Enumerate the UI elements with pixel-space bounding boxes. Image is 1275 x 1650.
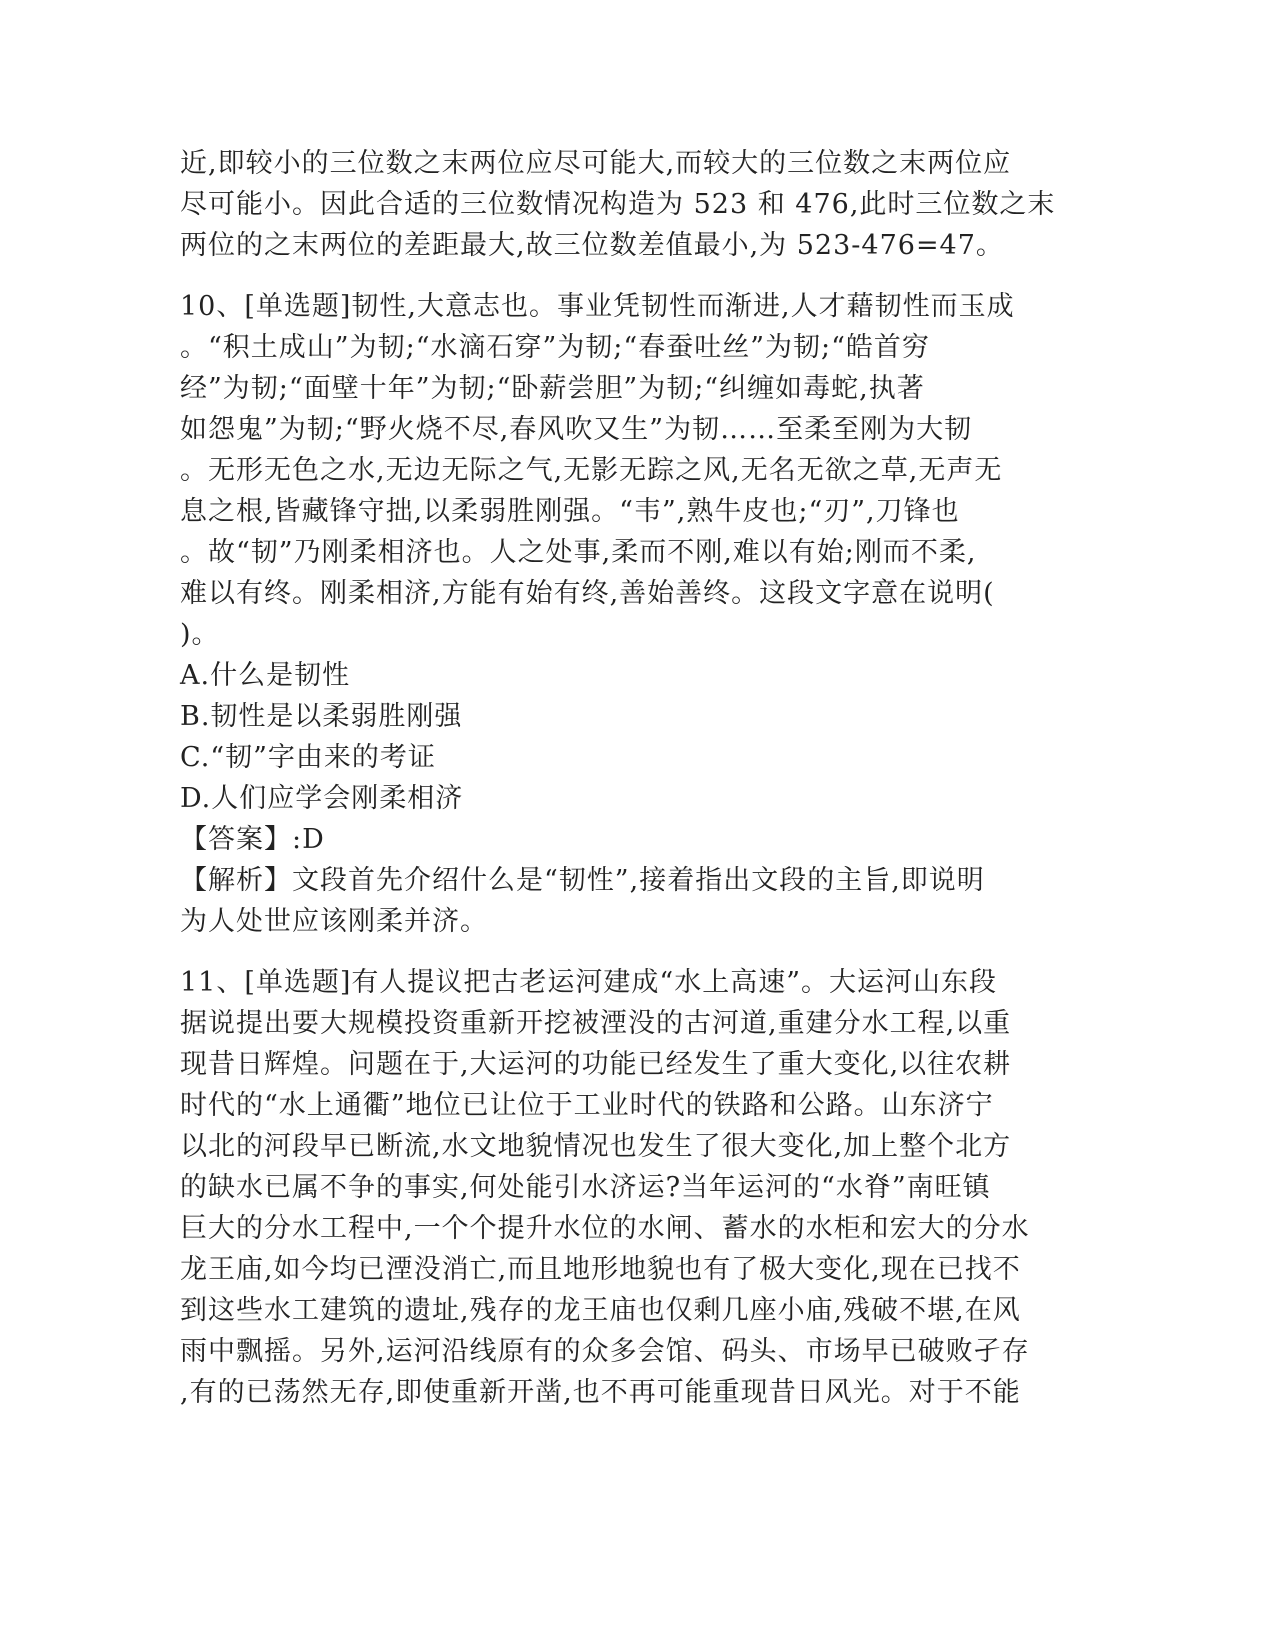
- text-line: 以北的河段早已断流,水文地貌情况也发生了很大变化,加上整个北方: [180, 1131, 1012, 1162]
- text-line: 如怨鬼”为韧;“野火烧不尽,春风吹又生”为韧……至柔至刚为大韧: [180, 414, 973, 445]
- question-11-stem: 11、[单选题]有人提议把古老运河建成“水上高速”。大运河山东段: [180, 967, 998, 998]
- text-line: 。故“韧”乃刚柔相济也。人之处事,柔而不刚,难以有始;刚而不柔,: [180, 537, 977, 568]
- text-line: ,有的已荡然无存,即使重新开凿,也不再可能重现昔日风光。对于不能: [180, 1377, 1021, 1408]
- text-line: 。无形无色之水,无边无际之气,无影无踪之风,无名无欲之草,无声无: [180, 455, 1003, 486]
- option-a: A.什么是韧性: [180, 660, 351, 691]
- text-line: 据说提出要大规模投资重新开挖被湮没的古河道,重建分水工程,以重: [180, 1008, 1012, 1039]
- text-line: 的缺水已属不争的事实,何处能引水济运?当年运河的“水脊”南旺镇: [180, 1172, 991, 1203]
- text-line: 。“积土成山”为韧;“水滴石穿”为韧;“春蚕吐丝”为韧;“皓首穷: [180, 332, 930, 363]
- option-b: B.韧性是以柔弱胜刚强: [180, 701, 463, 732]
- text-line: 现昔日辉煌。问题在于,大运河的功能已经发生了重大变化,以往农耕: [180, 1049, 1012, 1080]
- text-line: 龙王庙,如今均已湮没消亡,而且地形地貌也有了极大变化,现在已找不: [180, 1254, 1021, 1285]
- text-line: 两位的之末两位的差距最大,故三位数差值最小,为 523-476=47。: [180, 230, 1004, 261]
- option-d: D.人们应学会刚柔相济: [180, 783, 464, 814]
- text-line: 息之根,皆藏锋守拙,以柔弱胜刚强。“韦”,熟牛皮也;“刃”,刀锋也: [180, 496, 960, 527]
- text-line: 近,即较小的三位数之末两位应尽可能大,而较大的三位数之末两位应: [180, 148, 1012, 179]
- question-10-stem: 10、[单选题]韧性,大意志也。事业凭韧性而渐进,人才藉韧性而玉成: [180, 291, 1015, 322]
- text-line: 经”为韧;“面壁十年”为韧;“卧薪尝胆”为韧;“纠缠如毒蛇,执著: [180, 373, 925, 404]
- text-line: 难以有终。刚柔相济,方能有始有终,善始善终。这段文字意在说明(: [180, 578, 995, 609]
- answer-line: 【答案】:D: [180, 824, 325, 855]
- text-line: 到这些水工建筑的遗址,残存的龙王庙也仅剩几座小庙,残破不堪,在风: [180, 1295, 1021, 1326]
- text-line: 尽可能小。因此合适的三位数情况构造为 523 和 476,此时三位数之末: [180, 189, 1056, 220]
- text-line: 雨中飘摇。另外,运河沿线原有的众多会馆、码头、市场早已破败孑存: [180, 1336, 1030, 1367]
- text-line: 巨大的分水工程中,一个个提升水位的水闸、蓄水的水柜和宏大的分水: [180, 1213, 1030, 1244]
- text-line: 为人处世应该刚柔并济。: [180, 906, 488, 937]
- explanation-line: 【解析】文段首先介绍什么是“韧性”,接着指出文段的主旨,即说明: [180, 865, 985, 896]
- option-c: C.“韧”字由来的考证: [180, 742, 436, 773]
- text-line: 时代的“水上通衢”地位已让位于工业时代的铁路和公路。山东济宁: [180, 1090, 994, 1121]
- text-line: )。: [180, 619, 220, 650]
